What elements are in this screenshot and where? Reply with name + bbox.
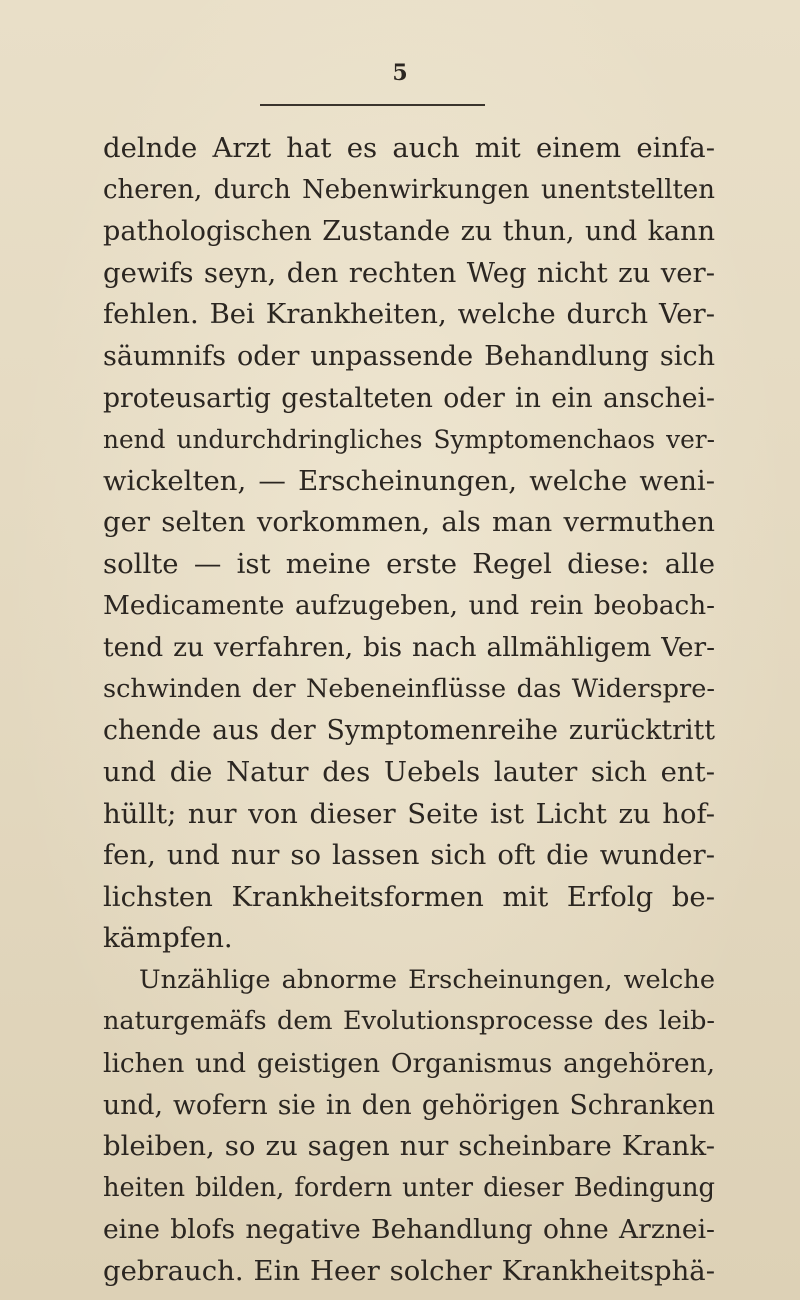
- text-line: naturgemäfs dem Evolutionsprocesse des leib-: [103, 1006, 715, 1037]
- text-line: wickelten, — Erscheinungen, welche weni-: [103, 464, 715, 497]
- text-line: gewifs seyn, den rechten Weg nicht zu ver-: [103, 256, 715, 289]
- text-line: fehlen. Bei Krankheiten, welche durch Ver-: [103, 298, 715, 331]
- text-line: tend zu verfahren, bis nach allmähligem Ver-: [103, 632, 715, 664]
- text-line: proteusartig gestalteten oder in ein anschei-: [103, 382, 715, 414]
- text-line: cheren, durch Nebenwirkungen unentstellten: [103, 174, 715, 205]
- body-text: [103, 128, 715, 1293]
- page-number: 5: [392, 60, 408, 86]
- text-line: eine blofs negative Behandlung ohne Arznei-: [103, 1214, 715, 1246]
- text-line: und die Natur des Uebels lauter sich ent-: [103, 755, 715, 788]
- text-line: hüllt; nur von dieser Seite ist Licht zu hof-: [103, 797, 715, 830]
- text-line: chende aus der Symptomenreihe zurücktritt: [103, 715, 715, 747]
- text-line: und, wofern sie in den gehörigen Schranken: [103, 1089, 715, 1121]
- text-line: lichsten Krankheitsformen mit Erfolg be-: [103, 880, 715, 913]
- paragraph-start-line: Unzählige abnorme Erscheinungen, welche: [139, 964, 715, 995]
- text-line: schwinden der Nebeneinflüsse das Widerspre-: [103, 673, 715, 704]
- text-line: ger selten vorkommen, als man vermuthen: [103, 506, 715, 539]
- text-line: lichen und geistigen Organismus angehören,: [103, 1048, 715, 1080]
- text-line: heiten bilden, fordern unter dieser Bedingung: [103, 1172, 715, 1203]
- header-rule: [260, 104, 485, 106]
- text-line: bleiben, so zu sagen nur scheinbare Krank-: [103, 1130, 715, 1163]
- text-line: gebrauch. Ein Heer solcher Krankheitsphä-: [103, 1255, 715, 1288]
- text-line: nend undurchdringliches Symptomenchaos ver-: [103, 425, 715, 455]
- text-line: sollte — ist meine erste Regel diese: alle: [103, 547, 715, 580]
- text-line: pathologischen Zustande zu thun, und kann: [103, 216, 715, 248]
- text-line: säumnifs oder unpassende Behandlung sich: [103, 340, 715, 372]
- text-line: Medicamente aufzugeben, und rein beobach-: [103, 590, 715, 621]
- text-line: fen, und nur so lassen sich oft die wunder-: [103, 839, 715, 872]
- paragraph-end-line: kämpfen.: [103, 922, 233, 955]
- text-line: delnde Arzt hat es auch mit einem einfa-: [103, 132, 715, 164]
